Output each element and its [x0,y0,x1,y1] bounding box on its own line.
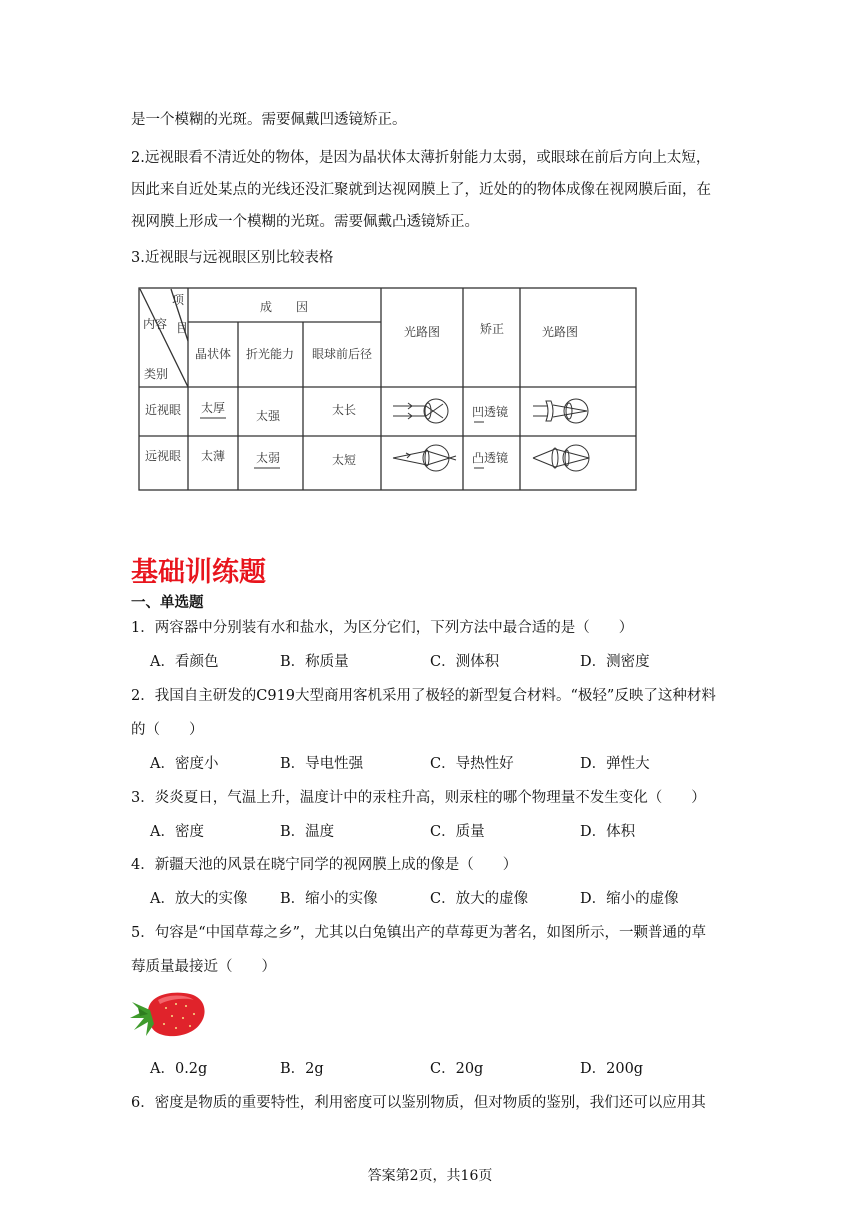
option: A．0.2g [150,1061,208,1077]
section-title: 基础训练题 [131,557,266,588]
sub-header: 眼球前后径 [311,347,373,361]
cause-header: 成 因 [259,300,309,314]
option: C．质量 [430,824,485,840]
row-axis: 太长 [331,403,357,417]
paragraph-line: 视网膜上形成一个模糊的光斑。需要佩戴凸透镜矫正。 [131,214,479,230]
col-correction: 矫正 [479,322,505,336]
question-text: 的（ ） [131,722,204,738]
option: B．2g [280,1061,324,1077]
col-light-path: 光路图 [403,325,441,339]
option: B．温度 [280,824,335,840]
question-text: 6．密度是物质的重要特性，利用密度可以鉴别物质，但对物质的鉴别，我们还可以应用其 [131,1095,706,1111]
subsection-title: 一、单选题 [131,595,204,611]
question-text: 1．两容器中分别装有水和盐水，为区分它们，下列方法中最合适的是（ ） [131,620,634,636]
option: B．缩小的实像 [280,891,378,907]
option: D．缩小的虚像 [580,891,679,907]
eye-diagram-hyperopia [393,445,456,471]
row-axis: 太短 [331,453,357,467]
row-correction: 凹透镜 [471,405,509,419]
option: B．称质量 [280,654,349,670]
eye-diagram-myopia-corrected [533,399,588,423]
row-power: 太弱 [255,451,281,465]
option: A．看颜色 [150,654,219,670]
option: A．密度 [150,824,204,840]
paragraph-line: 2.远视眼看不清近处的物体，是因为晶状体太薄折射能力太弱，或眼球在前后方向上太短， [131,150,711,166]
eye-diagram-hyperopia-corrected [533,445,589,471]
question-text: 2．我国自主研发的C919大型商用客机采用了极轻的新型复合材料。“极轻”反映了这种材料 [131,688,716,704]
col-light-path-2: 光路图 [541,325,579,339]
corner-top: 项 [172,293,185,307]
option: C．导热性好 [430,756,514,772]
eye-diagram-myopia [393,399,448,423]
paragraph-line: 因此来自近处某点的光线还没汇聚就到达视网膜上了，近处的的物体成像在视网膜后面，在 [131,182,711,198]
corner-right: 目 [176,321,189,335]
corner-bottom: 类别 [144,367,169,381]
sub-header: 折光能力 [245,347,295,361]
question-text: 莓质量最接近（ ） [131,959,276,975]
row-power: 太强 [255,409,281,423]
page-footer: 答案第2页，共16页 [367,1168,493,1184]
paragraph-line: 是一个模糊的光斑。需要佩戴凹透镜矫正。 [131,112,407,128]
row-correction: 凸透镜 [471,451,509,465]
comparison-table [138,286,638,494]
paragraph-line: 3.近视眼与远视眼区别比较表格 [131,250,334,266]
question-text: 4．新疆天池的风景在晓宁同学的视网膜上成的像是（ ） [131,857,518,873]
option: D．200g [580,1061,644,1077]
option: A．放大的实像 [150,891,248,907]
sub-header: 晶状体 [194,347,232,361]
option: D．体积 [580,824,636,840]
row-type: 近视眼 [144,403,182,417]
option: C．放大的虚像 [430,891,529,907]
option: D．弹性大 [580,756,650,772]
option: B．导电性强 [280,756,364,772]
option: A．密度小 [150,756,219,772]
row-lens: 太薄 [200,449,226,463]
option: C．20g [430,1061,484,1077]
option: C．测体积 [430,654,500,670]
row-type: 远视眼 [144,449,182,463]
question-text: 5．句容是“中国草莓之乡”，尤其以白兔镇出产的草莓更为著名，如图所示，一颗普通的草 [131,925,707,941]
strawberry-image [128,984,208,1044]
question-text: 3．炎炎夏日，气温上升，温度计中的汞柱升高，则汞柱的哪个物理量不发生变化（ ） [131,790,706,806]
option: D．测密度 [580,654,650,670]
corner-middle: 内容 [143,317,168,331]
row-lens: 太厚 [200,401,226,415]
